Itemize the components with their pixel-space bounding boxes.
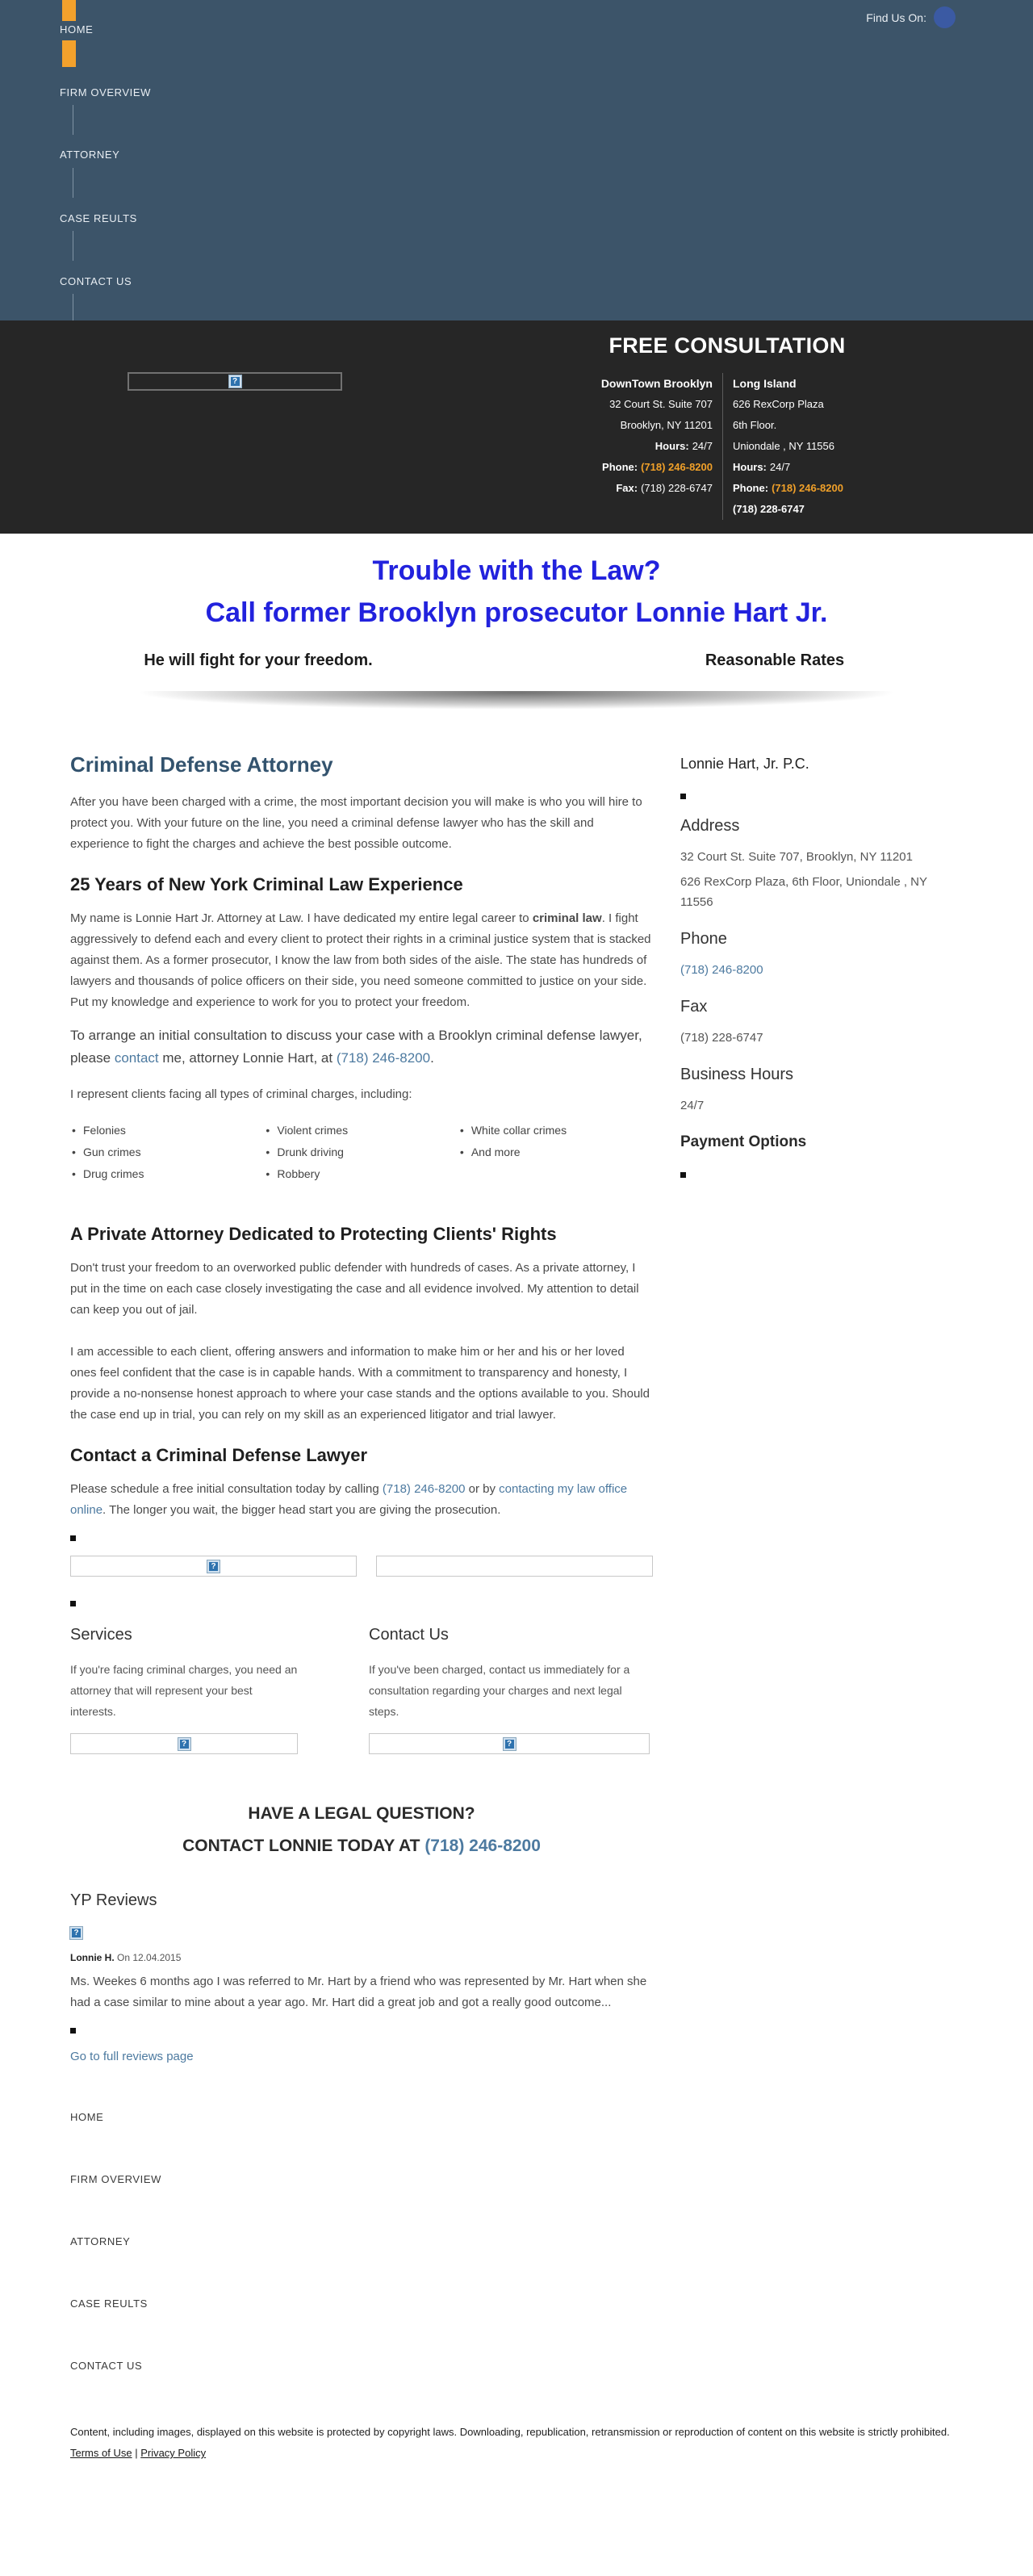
firm-logo-placeholder[interactable] <box>128 372 342 391</box>
private-paragraph-2: I am accessible to each client, offering answers and information to make him or her and his or her loved ones feel confident that the case is in capable hands. With a commitment to transparency and honesty, I provide a no-nonsense honest approach to where your case stands and the options available to you. Should the case end up in trial, you can rely on my skill as an experienced litigator and trial lawyer. <box>70 1345 650 1422</box>
contact-sidebar <box>680 727 963 1184</box>
hero-tagline-left: He will fight for your freedom. <box>144 651 373 669</box>
contact-link[interactable]: contact <box>114 1050 159 1066</box>
footer-nav-contact-us[interactable]: CONTACT US <box>70 2360 143 2372</box>
contact-paragraph <box>70 1479 653 1521</box>
find-us-on <box>866 6 956 28</box>
experience-text: . I fight aggressively to defend each and every client to protect their rights in a criminal justice system that is stacked against them. As a former prosecutor, I know the law from both sides of the aisle. The state has hundreds of lawyers and thousands of police officers on their side, you need someone committed to justice on your side. Put my knowledge and experience to work for you to protect your freedom. <box>70 911 651 1009</box>
nav-item-contact-us[interactable]: CONTACT US <box>60 275 132 287</box>
office-address-line: Brooklyn, NY 11201 <box>620 419 713 431</box>
badge-images-row <box>70 1556 653 1577</box>
office-address-line: 626 RexCorp Plaza <box>733 398 824 410</box>
review-text: Ms. Weekes 6 months ago I was referred to Mr. Hart by a friend who was represented by Mr. Hart when she had a case similar to mine about a year ago. Mr. Hart did a great job and got a really good outcome... <box>70 1975 647 2009</box>
footer-nav-firm-overview[interactable]: FIRM OVERVIEW <box>70 2173 162 2185</box>
office-long-island <box>723 373 843 520</box>
crime-types-list <box>70 1120 653 1185</box>
list-item: • White collar crimes <box>458 1120 652 1141</box>
contact-us-text: If you've been charged, contact us immediately for a consultation regarding your charges and next legal steps. <box>369 1663 630 1718</box>
office-address-line: 32 Court St. Suite 707 <box>609 398 713 410</box>
badge-image-placeholder <box>376 1556 653 1577</box>
services-contact-columns <box>70 1626 653 1754</box>
phone-link[interactable]: (718) 246-8200 <box>424 1837 541 1855</box>
office-downtown-brooklyn <box>584 373 723 520</box>
consultation-bar <box>0 320 1033 534</box>
main-nav <box>0 0 1033 320</box>
legal-question-heading: HAVE A LEGAL QUESTION? <box>248 1804 475 1823</box>
services-column <box>70 1626 298 1754</box>
nav-item-attorney[interactable]: ATTORNEY <box>60 149 120 161</box>
arrange-paragraph <box>70 1024 653 1070</box>
footer-nav-attorney[interactable]: ATTORNEY <box>70 2235 131 2247</box>
contact-text: or by <box>465 1482 500 1496</box>
reviews-heading: YP Reviews <box>70 1891 157 1909</box>
reviewer-name: Lonnie H. <box>70 1952 115 1963</box>
hours-label: Hours: <box>655 440 689 452</box>
reviewer-line <box>70 1952 653 1963</box>
fax-label: Fax: <box>616 482 638 494</box>
badge-image-placeholder <box>70 1556 357 1577</box>
social-media-icon[interactable] <box>934 6 956 28</box>
active-nav-marker-bottom <box>62 40 76 67</box>
footer-nav-case-results[interactable]: CASE REULTS <box>70 2297 148 2310</box>
services-image-placeholder <box>70 1733 298 1754</box>
experience-text: My name is Lonnie Hart Jr. Attorney at Law. I have dedicated my entire legal career to <box>70 911 533 925</box>
hero-tagline-right: Reasonable Rates <box>705 651 845 669</box>
privacy-policy-link[interactable]: Privacy Policy <box>140 2447 207 2459</box>
hours-label: Hours: <box>733 461 767 473</box>
broken-image-bullet <box>70 1535 76 1541</box>
crime-column-3 <box>458 1120 652 1185</box>
broken-image-bullet <box>680 1172 686 1178</box>
payment-options-heading: Payment Options <box>680 1133 807 1150</box>
main-content <box>70 727 653 2064</box>
hero-headline-2: Call former Brooklyn prosecutor Lonnie Hart Jr. <box>205 597 828 628</box>
hours-value: 24/7 <box>769 461 791 473</box>
contact-today-text: CONTACT LONNIE TODAY AT <box>182 1837 425 1855</box>
contact-us-image-placeholder <box>369 1733 650 1754</box>
contact-today-line <box>70 1837 653 1856</box>
fax-heading: Fax <box>680 998 708 1016</box>
address-line-2: 626 RexCorp Plaza, 6th Floor, Uniondale , NY 11556 <box>680 875 927 909</box>
firm-name: Lonnie Hart, Jr. P.C. <box>680 756 809 772</box>
contact-online-link[interactable]: contacting my law office online <box>70 1482 628 1517</box>
office-address-line: 6th Floor. <box>733 419 777 431</box>
experience-heading: 25 Years of New York Criminal Law Experience <box>70 874 463 894</box>
broken-image-bullet <box>70 2028 76 2034</box>
list-item: • Gun crimes <box>70 1141 264 1163</box>
phone-link[interactable]: (718) 246-8200 <box>641 461 713 473</box>
business-hours-value: 24/7 <box>680 1099 705 1112</box>
phone-link[interactable]: (718) 246-8200 <box>680 963 763 977</box>
broken-image-icon: ? <box>504 1738 516 1750</box>
page-title: Criminal Defense Attorney <box>70 752 333 777</box>
experience-paragraph <box>70 908 653 1013</box>
arrange-text: . <box>430 1050 434 1066</box>
phone-link[interactable]: (718) 246-8200 <box>336 1050 431 1066</box>
address-line-1: 32 Court St. Suite 707, Brooklyn, NY 11201 <box>680 850 913 864</box>
business-hours-heading: Business Hours <box>680 1066 794 1083</box>
phone-heading: Phone <box>680 930 727 948</box>
experience-bold-text: criminal law <box>532 911 602 925</box>
list-item: • And more <box>458 1141 652 1163</box>
consultation-title: FREE CONSULTATION <box>609 333 846 358</box>
services-heading: Services <box>70 1626 132 1644</box>
list-item: • Robbery <box>264 1163 458 1185</box>
crime-column-2 <box>264 1120 458 1185</box>
fax-label: (718) 228-6747 <box>733 503 805 515</box>
hero-shadow-divider <box>44 691 989 727</box>
broken-image-icon: ? <box>178 1738 190 1750</box>
nav-item-firm-overview[interactable]: FIRM OVERVIEW <box>60 86 152 98</box>
hero-section <box>0 534 1033 727</box>
contact-text: . The longer you wait, the bigger head start you are giving the prosecution. <box>102 1503 501 1517</box>
list-item: • Felonies <box>70 1120 264 1141</box>
hours-value: 24/7 <box>692 440 713 452</box>
full-reviews-link[interactable]: Go to full reviews page <box>70 2050 194 2063</box>
office-name: Long Island <box>733 377 797 390</box>
footer <box>0 2064 1033 2486</box>
hero-headline-1: Trouble with the Law? <box>372 555 661 586</box>
private-attorney-heading: A Private Attorney Dedicated to Protecting Clients' Rights <box>70 1224 557 1244</box>
broken-image-bullet <box>680 794 686 799</box>
nav-item-case-results[interactable]: CASE REULTS <box>60 212 137 224</box>
phone-label: Phone: <box>602 461 638 473</box>
broken-image-icon: ? <box>207 1560 220 1573</box>
services-text: If you're facing criminal charges, you need an attorney that will represent your best interests. <box>70 1663 298 1718</box>
copyright-body: Content, including images, displayed on this website is protected by copyright laws. Downloading, republication, retransmission or reproduction of content on this website is strictly prohibited. <box>70 2426 950 2438</box>
review-date: On 12.04.2015 <box>114 1952 182 1963</box>
private-paragraph-1: Don't trust your freedom to an overworked public defender with hundreds of cases. As a private attorney, I put in the time on each case closely investigating the case and all evidence involved. My attention to detail can keep you out of jail. <box>70 1261 639 1317</box>
terms-of-use-link[interactable]: Terms of Use <box>70 2447 132 2459</box>
nav-item-home[interactable]: HOME <box>60 23 94 36</box>
address-heading: Address <box>680 817 740 835</box>
active-nav-marker-top <box>62 0 76 21</box>
arrange-text: me, attorney Lonnie Hart, at <box>158 1050 337 1066</box>
office-name: DownTown Brooklyn <box>600 377 713 390</box>
copyright-text <box>70 2422 963 2464</box>
contact-text: Please schedule a free initial consultation today by calling <box>70 1482 383 1496</box>
phone-link[interactable]: (718) 246-8200 <box>382 1482 466 1496</box>
broken-image-icon: ? <box>70 1927 82 1939</box>
contact-us-heading: Contact Us <box>369 1626 449 1644</box>
free-consultation-block <box>584 333 870 520</box>
represent-paragraph: I represent clients facing all types of criminal charges, including: <box>70 1087 412 1101</box>
find-us-label: Find Us On: <box>866 10 926 24</box>
contact-lawyer-heading: Contact a Criminal Defense Lawyer <box>70 1445 368 1465</box>
intro-paragraph: After you have been charged with a crime, the most important decision you will make is who you will hire to protect you. With your future on the line, you need a criminal defense lawyer who has the skill and experience to fight the charges and achieve the best possible outcome. <box>70 795 642 851</box>
phone-link[interactable]: (718) 246-8200 <box>772 482 843 494</box>
crime-column-1 <box>70 1120 264 1185</box>
yp-reviews-section <box>70 1891 653 2064</box>
fax-value: (718) 228-6747 <box>680 1031 763 1045</box>
list-item: • Violent crimes <box>264 1120 458 1141</box>
list-item: • Drunk driving <box>264 1141 458 1163</box>
broken-image-bullet <box>70 1601 76 1606</box>
link-separator: | <box>132 2447 141 2459</box>
contact-us-column <box>369 1626 650 1754</box>
arrange-text: To arrange an initial consultation to discuss your case with a Brooklyn criminal defense lawyer, please <box>70 1028 642 1066</box>
office-address-line: Uniondale , NY 11556 <box>733 440 835 452</box>
broken-image-icon: ? <box>229 375 241 387</box>
phone-label: Phone: <box>733 482 769 494</box>
list-item: • Drug crimes <box>70 1163 264 1185</box>
legal-question-block <box>70 1804 653 1856</box>
footer-nav-home[interactable]: HOME <box>70 2111 104 2123</box>
fax-value: (718) 228-6747 <box>641 482 713 494</box>
